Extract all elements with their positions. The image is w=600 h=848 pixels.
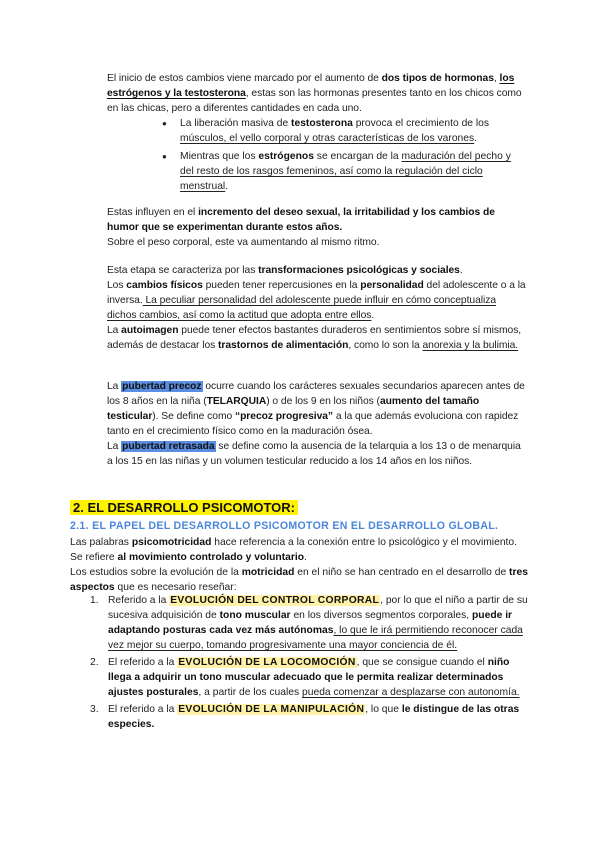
hormone-bullet-list (180, 116, 526, 197)
paragraph-psychomotor: Las palabras psicomotricidad hace referencia a la conexión entre lo psicológico y el movimiento. Se refiere al movimiento controlado y voluntario. Los estudios sobre la evolución de la motricidad en el niño se han centrado en el desarrollo de tres aspectos que es necesario reseñar: (70, 537, 528, 593)
highlight-pubertad-retrasada: pubertad retrasada (122, 441, 215, 452)
subsection-heading: 2.1. EL PAPEL DEL DESARROLLO PSICOMOTOR EN EL DESARROLLO GLOBAL. (70, 520, 499, 532)
list-item: 1. Referido a la EVOLUCIÓN DEL CONTROL CORPORAL, por lo que el niño a partir de su sucesiva adquisición de tono muscular en los diversos segmentos corporales, puede ir adaptando posturas cada vez más autónomas, lo que le irá permitiendo reconocer cada vez mejor su cuerpo, tomando progresivamente una mayor conciencia de él. (90, 595, 528, 651)
list-item: 2. El referido a la EVOLUCIÓN DE LA LOCOMOCIÓN, que se consigue cuando el niño llega a adquirir un tono muscular adecuado que le permita realizar determinados ajustes posturales, a partir de los cuales pueda comenzar a desplazarse con autonomía. (90, 657, 520, 698)
paragraph-transformations: Esta etapa se caracteriza por las transformaciones psicológicas y sociales. Los cambios físicos pueden tener repercusiones en la personalidad del adolescente o a la inversa. La peculiar personalidad del adolescente puede influir en cómo conceptualiza dichos cambios, así como la actitud que adopta entre ellos. La autoimagen puede tener efectos bastantes duraderos en sentimientos sobre sí mismos, además de destacar los trastornos de alimentación, como lo son la anorexia y la bulimia. (107, 265, 526, 351)
list-item: ● La liberación masiva de testosterona provoca el crecimiento de los músculos, el vello corporal y otras características de los varones. (180, 116, 526, 146)
section-heading: 2. EL DESARROLLO PSICOMOTOR: (70, 500, 298, 515)
psychomotor-aspects-list (90, 593, 528, 734)
paragraph-puberty: La pubertad precoz ocurre cuando los carácteres sexuales secundarios aparecen antes de los 8 años en la niña (TELARQUIA) o de los 9 en los niños (aumento del tamaño testicular). Se define como “precoz progresiva” a la que además evoluciona con rapidez tanto en el crecimiento físico como en la maduración ósea. La pubertad retrasada se define como la ausencia de la telarquia a los 13 o de menarquia a los 15 en las niñas y un volumen testicular reducido a los 14 años en los niños. (107, 381, 525, 467)
paragraph-hormones: El inicio de estos cambios viene marcado por el aumento de dos tipos de hormonas, los estrógenos y la testosterona, estas son las hormonas presentes tanto en los chicos como en las chicas, pero a diferentes cantidades en cada uno. (107, 73, 522, 114)
list-item: ● Mientras que los estrógenos se encargan de la maduración del pecho y del resto de los rasgos femeninos, así como la regulación del ciclo menstrual. (180, 149, 526, 194)
highlight-pubertad-precoz: pubertad precoz (122, 381, 202, 392)
paragraph-effects: Estas influyen en el incremento del deseo sexual, la irritabilidad y los cambios de humor que se experimentan durante estos años. Sobre el peso corporal, este va aumentando al mismo ritmo. (107, 207, 495, 248)
list-item: 3. El referido a la EVOLUCIÓN DE LA MANIPULACIÓN, lo que le distingue de las otras especies. (90, 704, 520, 730)
